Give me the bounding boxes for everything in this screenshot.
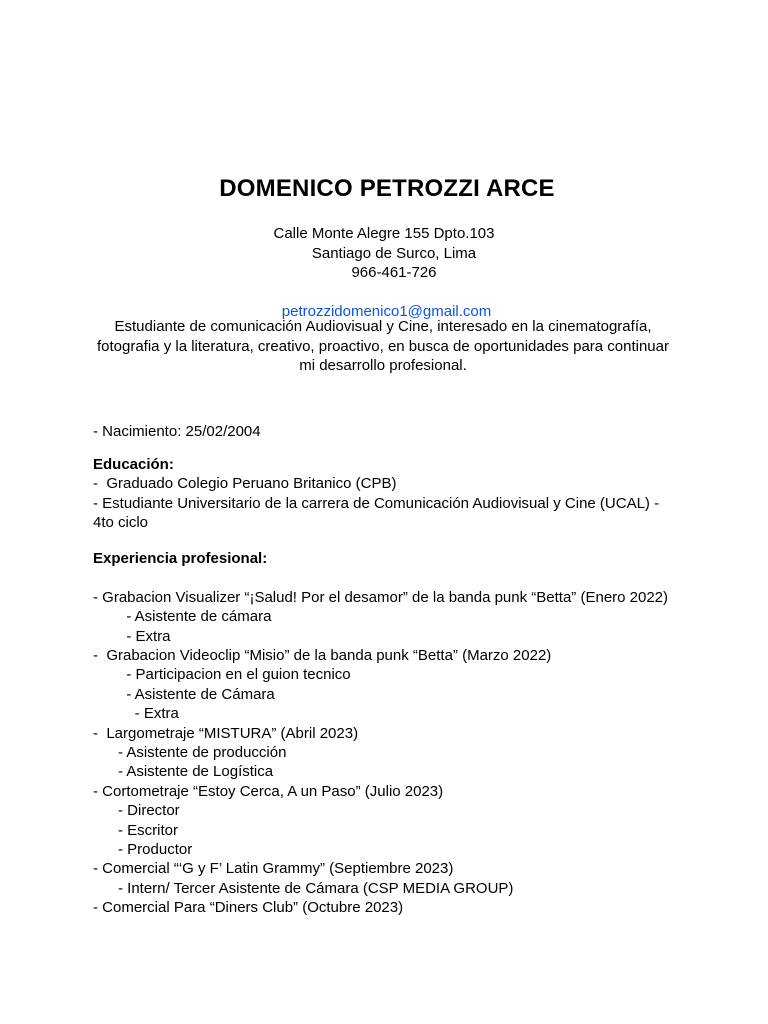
experience-line: - Participacion en el guion tecnico bbox=[93, 666, 351, 684]
experience-line: - Comercial “‘G y F’ Latin Grammy” (Septiembre 2023) bbox=[93, 860, 454, 878]
experience-line: - Asistente de producción bbox=[93, 744, 287, 762]
email-link[interactable]: petrozzidomenico1@gmail.com bbox=[281, 303, 492, 320]
experience-line: - Asistente de cámara bbox=[93, 608, 272, 626]
experience-line: - Grabacion Videoclip “Misio” de la banda punk “Betta” (Marzo 2022) bbox=[93, 647, 552, 665]
experience-line: - Extra bbox=[93, 705, 179, 723]
phone-number: 966-461-726 bbox=[351, 264, 437, 281]
address-line-1: Calle Monte Alegre 155 Dpto.103 bbox=[273, 225, 495, 242]
experience-line: - Extra bbox=[93, 627, 171, 645]
profile-summary: Estudiante de comunicación Audiovisual y Cine, interesado en la cinematografía, fotografia y la literatura, creativo, proactivo, en busca de oportunidades para continuar mi desarrollo profesional. bbox=[96, 318, 669, 374]
birth-line: - Nacimiento: 25/02/2004 bbox=[93, 423, 261, 440]
experience-line: - Asistente de Cámara bbox=[93, 685, 275, 703]
spacer bbox=[93, 568, 673, 587]
experience-line: - Comercial Para “Diners Club” (Octubre 2023) bbox=[93, 899, 404, 917]
experience-line: - Director bbox=[93, 802, 180, 820]
education-section bbox=[93, 455, 673, 533]
experience-line: - Productor bbox=[93, 841, 193, 859]
resume-name: DOMENICO PETROZZI ARCE bbox=[219, 175, 555, 202]
education-heading: Educación: bbox=[93, 456, 174, 473]
education-item: - Estudiante Universitario de la carrera de Comunicación Audiovisual y Cine (UCAL) - 4to ciclo bbox=[93, 494, 660, 532]
experience-line: - Escritor bbox=[93, 821, 179, 839]
address-line-2: Santiago de Surco, Lima bbox=[311, 244, 477, 262]
experience-section bbox=[93, 549, 673, 918]
experience-line: - Asistente de Logística bbox=[93, 763, 274, 781]
education-item: - Graduado Colegio Peruano Britanico (CPB) bbox=[93, 475, 397, 493]
birth-date bbox=[93, 422, 673, 441]
experience-line: - Largometraje “MISTURA” (Abril 2023) bbox=[93, 724, 359, 742]
experience-line: - Intern/ Tercer Asistente de Cámara (CSP MEDIA GROUP) bbox=[93, 879, 514, 897]
experience-line: - Grabacion Visualizer “¡Salud! Por el desamor” de la banda punk “Betta” (Enero 2022) bbox=[93, 588, 669, 606]
experience-heading: Experiencia profesional: bbox=[93, 550, 268, 567]
experience-line: - Cortometraje “Estoy Cerca, A un Paso” (Julio 2023) bbox=[93, 782, 444, 800]
